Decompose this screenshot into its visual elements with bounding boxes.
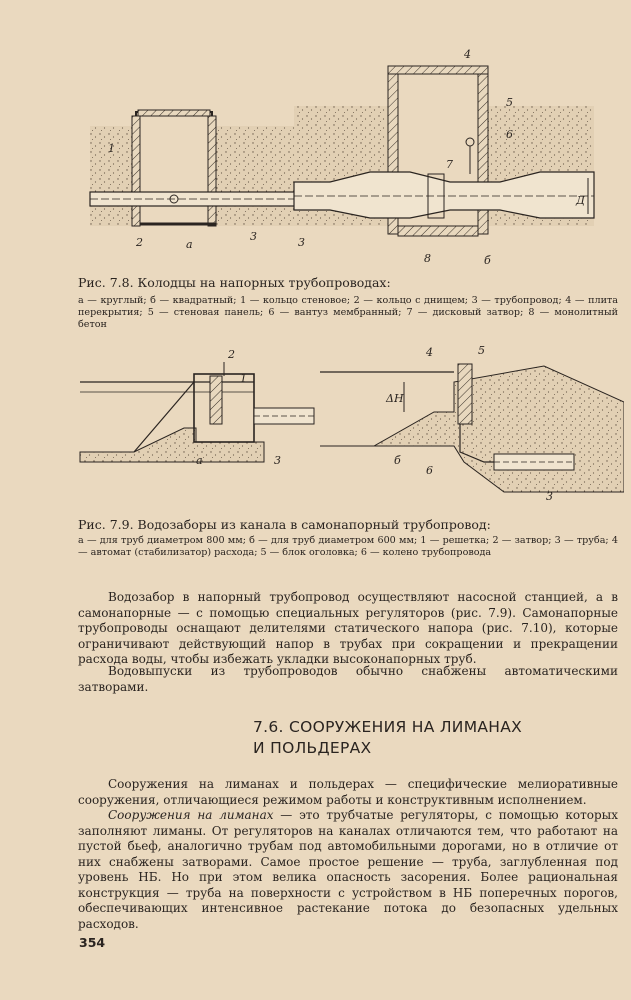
figure-7-8-drawing bbox=[80, 42, 620, 270]
well-square-diagram bbox=[294, 48, 594, 267]
fig78-label-1: 1 bbox=[108, 142, 115, 155]
fig78-label-7: 7 bbox=[446, 158, 453, 171]
section-heading-line2: И ПОЛЬДЕРАХ bbox=[253, 739, 372, 757]
paragraph-liman-structures bbox=[78, 808, 618, 932]
fig78-label-d: Д bbox=[576, 194, 585, 207]
paragraph-liman-text: — это трубчатые регуляторы, с помощью которых заполняют лиманы. От регуляторов на каналах отличаются тем, что работают на пустой бьеф, аналогично трубам под автомобильными дорогами, но в отличие от них снабжены затворами. Самое простое решение — труба, заглубленная под уровень НБ. Но при этом велика опасность засорения. Более рациональная конструкция — труба на поверхности с устройством в НБ поперечных порогов, обеспечивающих интенсивное растекание потока до безопасных удельных расходов. bbox=[78, 808, 618, 931]
fig78-label-3b: 3 bbox=[298, 236, 305, 249]
paragraph-intake: Водозабор в напорный трубопровод осуществляют насосной станцией, а в самонапорные — с помощью специальных регуляторов (рис. 7.9). Самонапорные трубопроводы оснащают делителями статического напора (рис. 7.10), которые ограничивают действующий напор в трубах при сокращении и прекращении расхода воды, чтобы избежать укладки высоконапорных труб. bbox=[78, 590, 618, 666]
page-number: 354 bbox=[79, 935, 106, 950]
fig78-label-4: 4 bbox=[464, 48, 471, 61]
fig79-label-b: б bbox=[394, 454, 401, 467]
paragraph-structures: Сооружения на лиманах и польдерах — специфические мелиоративные сооружения, отличающиеся режимом работы и конструктивным исполнением. bbox=[78, 777, 618, 807]
fig79-label-1: 1 bbox=[240, 372, 247, 385]
fig79-label-3: 3 bbox=[274, 454, 281, 467]
figure-7-8-caption-body: а — круглый; б — квадратный; 1 — кольцо стеновое; 2 — кольцо с днищем; 3 — трубопровод; 4 — плита перекрытия; 5 — стеновая панель; 6 — вантуз мембранный; 7 — дисковый затвор; 8 — монолитный бетон bbox=[78, 295, 618, 330]
figure-7-9-drawing bbox=[74, 342, 624, 512]
section-heading-line1: 7.6. СООРУЖЕНИЯ НА ЛИМАНАХ bbox=[253, 718, 523, 736]
fig79-label-dh: ΔH bbox=[386, 392, 404, 405]
paragraph-outlets: Водовыпуски из трубопроводов обычно снабжены автоматическими затворами. bbox=[78, 664, 618, 694]
figure-7-9-caption-title: Рис. 7.9. Водозаборы из канала в самонапорный трубопровод: bbox=[78, 517, 491, 532]
figure-7-8-caption-title: Рис. 7.8. Колодцы на напорных трубопроводах: bbox=[78, 275, 391, 290]
fig79-label-a: а bbox=[196, 454, 203, 467]
fig79-label-6: 6 bbox=[426, 464, 433, 477]
intake-800-diagram bbox=[80, 348, 314, 467]
italic-term: Сооружения на лиманах bbox=[108, 808, 274, 822]
fig78-label-3: 3 bbox=[250, 230, 257, 243]
fig78-label-5: 5 bbox=[506, 96, 513, 109]
fig79-label-2: 2 bbox=[228, 348, 235, 361]
intake-600-diagram bbox=[320, 344, 624, 503]
fig78-label-8: 8 bbox=[424, 252, 431, 265]
fig78-label-b: б bbox=[484, 254, 491, 267]
fig78-label-a: а bbox=[186, 238, 193, 251]
fig78-label-6: 6 bbox=[506, 128, 513, 141]
figure-7-9-caption-body: а — для труб диаметром 800 мм; б — для труб диаметром 600 мм; 1 — решетка; 2 — затвор; 3 — труба; 4 — автомат (стабилизатор) расхода; 5 — блок оголовка; 6 — колено трубопровода bbox=[78, 535, 618, 558]
fig79-label-3b: 3 bbox=[546, 490, 553, 503]
fig78-label-2: 2 bbox=[136, 236, 143, 249]
fig79-label-5: 5 bbox=[478, 344, 485, 357]
fig79-label-4: 4 bbox=[426, 346, 433, 359]
